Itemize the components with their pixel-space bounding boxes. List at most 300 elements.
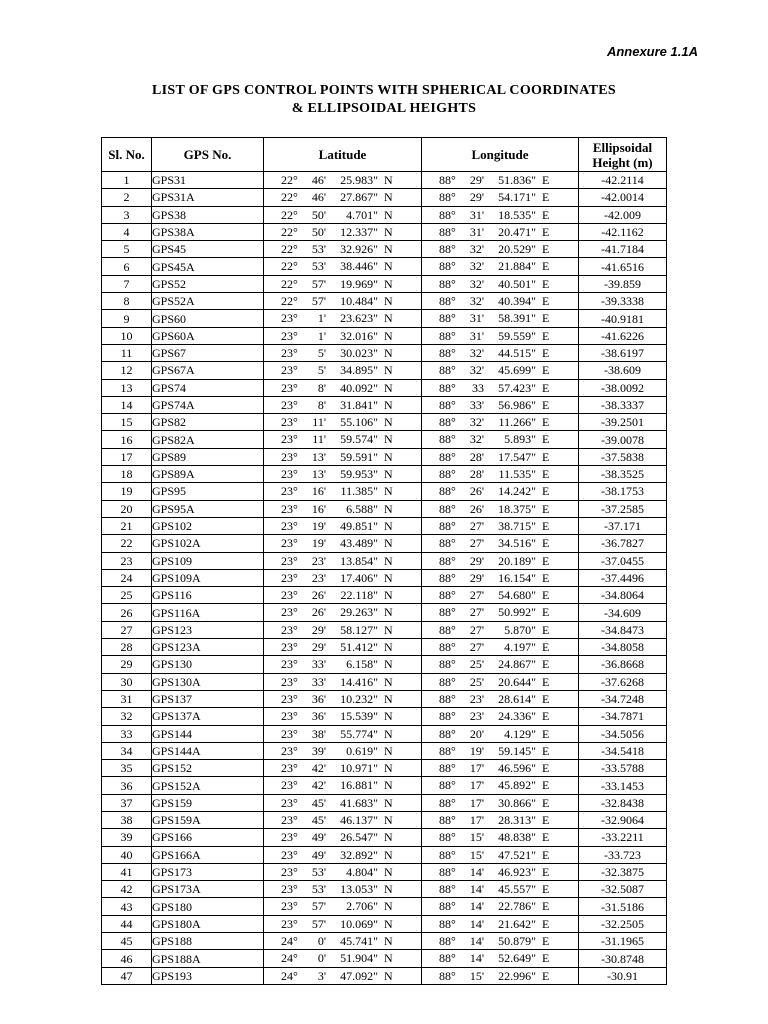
latitude-seconds: 32.892" <box>340 847 378 862</box>
cell-gps-no: GPS52A <box>152 293 264 310</box>
cell-longitude <box>422 950 579 967</box>
cell-ellipsoidal-height: -37.2585 <box>579 500 667 517</box>
latitude-degrees: 23° <box>281 363 298 378</box>
latitude-hemisphere: N <box>384 795 393 810</box>
longitude-hemisphere: E <box>542 570 550 585</box>
latitude-degrees: 23° <box>281 622 298 637</box>
cell-longitude <box>422 656 579 673</box>
cell-longitude <box>422 362 579 379</box>
latitude-minutes: 26' <box>311 605 326 620</box>
longitude-degrees: 88° <box>439 882 456 897</box>
cell-latitude <box>264 604 422 621</box>
cell-ellipsoidal-height: -41.6516 <box>579 258 667 275</box>
longitude-hemisphere: E <box>542 588 550 603</box>
latitude-degrees: 22° <box>281 294 298 309</box>
longitude-seconds: 22.996" <box>498 968 536 983</box>
latitude-hemisphere: N <box>384 709 393 724</box>
longitude-minutes: 14' <box>469 882 484 897</box>
longitude-seconds: 24.867" <box>498 657 536 672</box>
longitude-seconds: 11.535" <box>498 467 536 482</box>
cell-ellipsoidal-height: -38.6197 <box>579 344 667 361</box>
longitude-degrees: 88° <box>439 397 456 412</box>
longitude-degrees: 88° <box>439 726 456 741</box>
cell-gps-no: GPS67A <box>152 362 264 379</box>
cell-sl-no: 39 <box>102 829 152 846</box>
cell-latitude <box>264 967 422 984</box>
cell-gps-no: GPS89A <box>152 466 264 483</box>
cell-gps-no: GPS74 <box>152 379 264 396</box>
cell-gps-no: GPS152A <box>152 777 264 794</box>
cell-sl-no: 25 <box>102 587 152 604</box>
longitude-hemisphere: E <box>542 605 550 620</box>
cell-gps-no: GPS89 <box>152 448 264 465</box>
longitude-degrees: 88° <box>439 674 456 689</box>
cell-sl-no: 34 <box>102 742 152 759</box>
longitude-seconds: 54.171" <box>498 190 536 205</box>
latitude-minutes: 42' <box>311 778 326 793</box>
latitude-degrees: 23° <box>281 916 298 931</box>
cell-gps-no: GPS130 <box>152 656 264 673</box>
cell-ellipsoidal-height: -32.5087 <box>579 881 667 898</box>
longitude-seconds: 30.866" <box>498 795 536 810</box>
longitude-hemisphere: E <box>542 761 550 776</box>
latitude-hemisphere: N <box>384 415 393 430</box>
longitude-hemisphere: E <box>542 778 550 793</box>
cell-gps-no: GPS123 <box>152 621 264 638</box>
cell-longitude <box>422 431 579 448</box>
table-row <box>102 310 667 327</box>
cell-longitude <box>422 414 579 431</box>
latitude-seconds: 30.023" <box>340 345 378 360</box>
latitude-seconds: 12.337" <box>340 224 378 239</box>
cell-latitude <box>264 777 422 794</box>
cell-sl-no: 30 <box>102 673 152 690</box>
latitude-minutes: 53' <box>311 259 326 274</box>
latitude-hemisphere: N <box>384 294 393 309</box>
longitude-degrees: 88° <box>439 778 456 793</box>
longitude-minutes: 29' <box>469 553 484 568</box>
cell-ellipsoidal-height: -37.6268 <box>579 673 667 690</box>
longitude-minutes: 32' <box>469 345 484 360</box>
longitude-hemisphere: E <box>542 968 550 983</box>
longitude-hemisphere: E <box>542 311 550 326</box>
cell-latitude <box>264 673 422 690</box>
latitude-hemisphere: N <box>384 916 393 931</box>
table-row <box>102 466 667 483</box>
cell-sl-no: 38 <box>102 811 152 828</box>
latitude-hemisphere: N <box>384 570 393 585</box>
longitude-seconds: 17.547" <box>498 449 536 464</box>
longitude-minutes: 31' <box>469 207 484 222</box>
cell-sl-no: 22 <box>102 535 152 552</box>
longitude-seconds: 14.242" <box>498 484 536 499</box>
cell-ellipsoidal-height: -32.2505 <box>579 915 667 932</box>
longitude-hemisphere: E <box>542 224 550 239</box>
cell-latitude <box>264 396 422 413</box>
latitude-seconds: 51.904" <box>340 951 378 966</box>
latitude-minutes: 29' <box>311 640 326 655</box>
cell-latitude <box>264 621 422 638</box>
cell-latitude <box>264 690 422 707</box>
latitude-minutes: 33' <box>311 674 326 689</box>
cell-latitude <box>264 656 422 673</box>
cell-latitude <box>264 431 422 448</box>
header-sl-no: Sl. No. <box>102 138 152 172</box>
cell-latitude <box>264 448 422 465</box>
latitude-minutes: 5' <box>317 363 326 378</box>
cell-ellipsoidal-height: -38.0092 <box>579 379 667 396</box>
table-row <box>102 933 667 950</box>
latitude-minutes: 46' <box>311 173 326 187</box>
cell-sl-no: 46 <box>102 950 152 967</box>
latitude-hemisphere: N <box>384 484 393 499</box>
longitude-seconds: 18.375" <box>498 501 536 516</box>
cell-gps-no: GPS116 <box>152 587 264 604</box>
table-row <box>102 690 667 707</box>
cell-longitude <box>422 915 579 932</box>
longitude-seconds: 5.893" <box>504 432 536 447</box>
longitude-minutes: 33' <box>469 397 484 412</box>
longitude-degrees: 88° <box>439 536 456 551</box>
cell-sl-no: 5 <box>102 241 152 258</box>
longitude-seconds: 4.129" <box>504 726 536 741</box>
latitude-minutes: 13' <box>311 467 326 482</box>
cell-sl-no: 11 <box>102 344 152 361</box>
cell-gps-no: GPS180 <box>152 898 264 915</box>
table-row <box>102 327 667 344</box>
cell-ellipsoidal-height: -31.5186 <box>579 898 667 915</box>
longitude-degrees: 88° <box>439 259 456 274</box>
latitude-degrees: 23° <box>281 899 298 914</box>
longitude-seconds: 5.870" <box>504 622 536 637</box>
cell-latitude <box>264 241 422 258</box>
cell-sl-no: 20 <box>102 500 152 517</box>
longitude-seconds: 21.884" <box>498 259 536 274</box>
cell-latitude <box>264 172 422 189</box>
cell-ellipsoidal-height: -30.91 <box>579 967 667 984</box>
cell-ellipsoidal-height: -33.1453 <box>579 777 667 794</box>
longitude-hemisphere: E <box>542 726 550 741</box>
cell-gps-no: GPS31A <box>152 189 264 206</box>
latitude-hemisphere: N <box>384 432 393 447</box>
longitude-seconds: 40.394" <box>498 294 536 309</box>
longitude-hemisphere: E <box>542 518 550 533</box>
latitude-minutes: 53' <box>311 864 326 879</box>
latitude-seconds: 51.412" <box>340 640 378 655</box>
cell-ellipsoidal-height: -33.723 <box>579 846 667 863</box>
table-row <box>102 535 667 552</box>
cell-latitude <box>264 898 422 915</box>
longitude-minutes: 27' <box>469 640 484 655</box>
longitude-minutes: 27' <box>469 536 484 551</box>
latitude-hemisphere: N <box>384 173 393 187</box>
latitude-seconds: 59.574" <box>340 432 378 447</box>
cell-sl-no: 3 <box>102 206 152 223</box>
latitude-degrees: 24° <box>281 934 298 949</box>
table-row <box>102 760 667 777</box>
latitude-degrees: 22° <box>281 242 298 257</box>
longitude-degrees: 88° <box>439 640 456 655</box>
cell-ellipsoidal-height: -34.5056 <box>579 725 667 742</box>
latitude-degrees: 23° <box>281 812 298 827</box>
latitude-hemisphere: N <box>384 242 393 257</box>
table-row <box>102 863 667 880</box>
longitude-minutes: 14' <box>469 951 484 966</box>
cell-latitude <box>264 327 422 344</box>
latitude-degrees: 23° <box>281 553 298 568</box>
cell-gps-no: GPS173 <box>152 863 264 880</box>
latitude-degrees: 22° <box>281 173 298 187</box>
longitude-degrees: 88° <box>439 224 456 239</box>
cell-gps-no: GPS193 <box>152 967 264 984</box>
latitude-hemisphere: N <box>384 691 393 706</box>
latitude-minutes: 39' <box>311 743 326 758</box>
cell-gps-no: GPS188 <box>152 933 264 950</box>
longitude-minutes: 27' <box>469 518 484 533</box>
longitude-degrees: 88° <box>439 328 456 343</box>
cell-sl-no: 6 <box>102 258 152 275</box>
latitude-seconds: 19.969" <box>340 276 378 291</box>
longitude-seconds: 18.535" <box>498 207 536 222</box>
latitude-seconds: 0.619" <box>346 743 378 758</box>
cell-ellipsoidal-height: -36.8668 <box>579 656 667 673</box>
table-row <box>102 362 667 379</box>
cell-gps-no: GPS52 <box>152 275 264 292</box>
cell-longitude <box>422 500 579 517</box>
cell-sl-no: 45 <box>102 933 152 950</box>
longitude-minutes: 14' <box>469 864 484 879</box>
table-row <box>102 673 667 690</box>
longitude-degrees: 88° <box>439 173 456 187</box>
table-row <box>102 569 667 586</box>
latitude-seconds: 58.127" <box>340 622 378 637</box>
latitude-minutes: 45' <box>311 795 326 810</box>
cell-longitude <box>422 708 579 725</box>
cell-ellipsoidal-height: -33.2211 <box>579 829 667 846</box>
header-latitude: Latitude <box>264 138 422 172</box>
longitude-degrees: 88° <box>439 432 456 447</box>
latitude-degrees: 23° <box>281 709 298 724</box>
cell-longitude <box>422 189 579 206</box>
latitude-seconds: 43.489" <box>340 536 378 551</box>
longitude-hemisphere: E <box>542 899 550 914</box>
cell-gps-no: GPS173A <box>152 881 264 898</box>
longitude-minutes: 23' <box>469 691 484 706</box>
longitude-hemisphere: E <box>542 484 550 499</box>
gps-control-points-table <box>101 137 667 985</box>
latitude-minutes: 19' <box>311 536 326 551</box>
cell-gps-no: GPS109A <box>152 569 264 586</box>
header-ellipsoidal-height: Ellipsoidal Height (m) <box>579 138 667 172</box>
longitude-minutes: 27' <box>469 622 484 637</box>
longitude-degrees: 88° <box>439 691 456 706</box>
cell-latitude <box>264 535 422 552</box>
cell-sl-no: 21 <box>102 517 152 534</box>
cell-latitude <box>264 414 422 431</box>
cell-sl-no: 43 <box>102 898 152 915</box>
latitude-hemisphere: N <box>384 397 393 412</box>
longitude-minutes: 17' <box>469 795 484 810</box>
table-row <box>102 794 667 811</box>
latitude-minutes: 1' <box>317 328 326 343</box>
cell-latitude <box>264 950 422 967</box>
longitude-hemisphere: E <box>542 173 550 187</box>
longitude-seconds: 20.529" <box>498 242 536 257</box>
cell-sl-no: 37 <box>102 794 152 811</box>
latitude-seconds: 55.106" <box>340 415 378 430</box>
cell-gps-no: GPS109 <box>152 552 264 569</box>
longitude-seconds: 58.391" <box>498 311 536 326</box>
cell-longitude <box>422 587 579 604</box>
latitude-hemisphere: N <box>384 605 393 620</box>
longitude-degrees: 88° <box>439 276 456 291</box>
latitude-minutes: 57' <box>311 899 326 914</box>
table-row <box>102 950 667 967</box>
latitude-minutes: 16' <box>311 484 326 499</box>
longitude-minutes: 17' <box>469 778 484 793</box>
longitude-degrees: 88° <box>439 795 456 810</box>
latitude-hemisphere: N <box>384 259 393 274</box>
longitude-degrees: 88° <box>439 363 456 378</box>
latitude-seconds: 25.983" <box>340 173 378 187</box>
latitude-seconds: 22.118" <box>340 588 378 603</box>
longitude-seconds: 46.923" <box>498 864 536 879</box>
cell-sl-no: 12 <box>102 362 152 379</box>
latitude-seconds: 10.484" <box>340 294 378 309</box>
cell-ellipsoidal-height: -32.3875 <box>579 863 667 880</box>
longitude-seconds: 54.680" <box>498 588 536 603</box>
longitude-hemisphere: E <box>542 467 550 482</box>
longitude-minutes: 15' <box>469 968 484 983</box>
cell-sl-no: 31 <box>102 690 152 707</box>
longitude-degrees: 88° <box>439 588 456 603</box>
longitude-hemisphere: E <box>542 415 550 430</box>
cell-sl-no: 35 <box>102 760 152 777</box>
longitude-hemisphere: E <box>542 363 550 378</box>
table-row <box>102 223 667 240</box>
longitude-minutes: 28' <box>469 467 484 482</box>
latitude-minutes: 26' <box>311 588 326 603</box>
table-row <box>102 742 667 759</box>
table-row <box>102 967 667 984</box>
longitude-seconds: 24.336" <box>498 709 536 724</box>
cell-gps-no: GPS82A <box>152 431 264 448</box>
cell-latitude <box>264 206 422 223</box>
longitude-seconds: 28.614" <box>498 691 536 706</box>
longitude-minutes: 31' <box>469 311 484 326</box>
longitude-hemisphere: E <box>542 951 550 966</box>
longitude-hemisphere: E <box>542 345 550 360</box>
latitude-minutes: 19' <box>311 518 326 533</box>
latitude-degrees: 23° <box>281 415 298 430</box>
cell-ellipsoidal-height: -37.0455 <box>579 552 667 569</box>
cell-latitude <box>264 275 422 292</box>
cell-latitude <box>264 223 422 240</box>
latitude-degrees: 23° <box>281 640 298 655</box>
latitude-seconds: 6.158" <box>346 657 378 672</box>
cell-latitude <box>264 379 422 396</box>
cell-ellipsoidal-height: -36.7827 <box>579 535 667 552</box>
latitude-seconds: 27.867" <box>340 190 378 205</box>
cell-ellipsoidal-height: -40.9181 <box>579 310 667 327</box>
cell-latitude <box>264 293 422 310</box>
longitude-minutes: 32' <box>469 276 484 291</box>
latitude-degrees: 24° <box>281 951 298 966</box>
latitude-degrees: 22° <box>281 224 298 239</box>
latitude-seconds: 10.069" <box>340 916 378 931</box>
longitude-hemisphere: E <box>542 328 550 343</box>
page-title <box>0 82 768 118</box>
longitude-minutes: 14' <box>469 934 484 949</box>
table-row <box>102 898 667 915</box>
longitude-minutes: 25' <box>469 657 484 672</box>
longitude-seconds: 20.189" <box>498 553 536 568</box>
cell-longitude <box>422 621 579 638</box>
table-row <box>102 483 667 500</box>
latitude-seconds: 34.895" <box>340 363 378 378</box>
table-row <box>102 396 667 413</box>
longitude-hemisphere: E <box>542 380 550 395</box>
latitude-hemisphere: N <box>384 501 393 516</box>
latitude-minutes: 49' <box>311 830 326 845</box>
table-row <box>102 777 667 794</box>
cell-longitude <box>422 293 579 310</box>
table-row <box>102 552 667 569</box>
cell-gps-no: GPS95 <box>152 483 264 500</box>
longitude-minutes: 32' <box>469 415 484 430</box>
latitude-degrees: 23° <box>281 864 298 879</box>
latitude-minutes: 11' <box>312 415 326 430</box>
latitude-degrees: 23° <box>281 380 298 395</box>
latitude-degrees: 23° <box>281 882 298 897</box>
latitude-degrees: 22° <box>281 190 298 205</box>
cell-ellipsoidal-height: -38.609 <box>579 362 667 379</box>
longitude-minutes: 14' <box>469 899 484 914</box>
cell-gps-no: GPS31 <box>152 172 264 189</box>
cell-latitude <box>264 639 422 656</box>
cell-ellipsoidal-height: -34.7871 <box>579 708 667 725</box>
cell-ellipsoidal-height: -32.8438 <box>579 794 667 811</box>
longitude-minutes: 20' <box>469 726 484 741</box>
cell-ellipsoidal-height: -32.9064 <box>579 811 667 828</box>
cell-longitude <box>422 863 579 880</box>
latitude-degrees: 23° <box>281 345 298 360</box>
latitude-degrees: 23° <box>281 778 298 793</box>
latitude-hemisphere: N <box>384 328 393 343</box>
cell-latitude <box>264 846 422 863</box>
longitude-degrees: 88° <box>439 761 456 776</box>
longitude-minutes: 32' <box>469 294 484 309</box>
latitude-seconds: 46.137" <box>340 812 378 827</box>
longitude-degrees: 88° <box>439 622 456 637</box>
latitude-hemisphere: N <box>384 934 393 949</box>
latitude-degrees: 23° <box>281 570 298 585</box>
cell-longitude <box>422 794 579 811</box>
longitude-minutes: 17' <box>469 761 484 776</box>
longitude-seconds: 52.649" <box>498 951 536 966</box>
longitude-seconds: 59.559" <box>498 328 536 343</box>
longitude-minutes: 33 <box>472 380 484 395</box>
latitude-degrees: 23° <box>281 467 298 482</box>
longitude-seconds: 59.145" <box>498 743 536 758</box>
cell-longitude <box>422 344 579 361</box>
latitude-degrees: 23° <box>281 311 298 326</box>
cell-ellipsoidal-height: -39.859 <box>579 275 667 292</box>
longitude-hemisphere: E <box>542 536 550 551</box>
table-row <box>102 517 667 534</box>
longitude-minutes: 27' <box>469 588 484 603</box>
longitude-degrees: 88° <box>439 518 456 533</box>
